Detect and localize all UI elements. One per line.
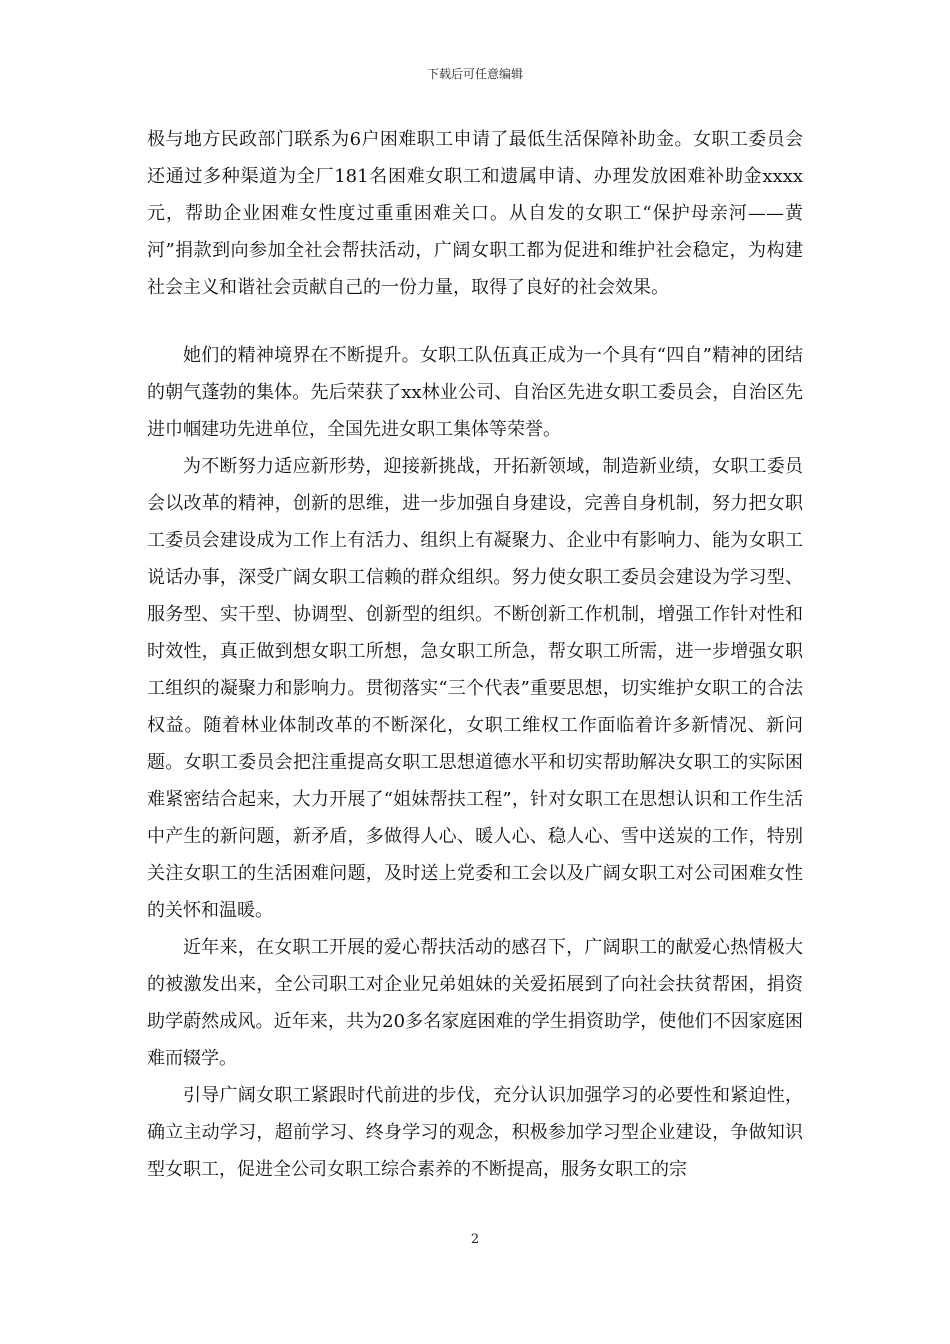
paragraph-4: 近年来，在女职工开展的爱心帮扶活动的感召下，广阔职工的献爱心热情极大的被激发出来，全公司职工对企业兄弟姐妹的关爱拓展到了向社会扶贫帮困，捐资助学蔚然成风。近年来，共为20多名家庭困难的学生捐资助学，使他们不因家庭困难而辍学。 (147, 937, 803, 1069)
paragraph-spacer (147, 306, 803, 337)
paragraph-2: 她们的精神境界在不断提升。女职工队伍真正成为一个具有“四自”精神的团结的朝气蓬勃的集体。先后荣获了xx林业公司、自治区先进女职工委员会，自治区先进巾帼建功先进单位，全国先进女职工集体等荣誉。 (147, 345, 803, 440)
page-number: 2 (470, 1232, 480, 1247)
page-header: 下载后可任意编辑 (426, 67, 523, 81)
document-body (147, 121, 803, 1188)
paragraph-5: 引导广阔女职工紧跟时代前进的步伐，充分认识加强学习的必要性和紧迫性，确立主动学习，超前学习、终身学习的观念，积极参加学习型企业建设，争做知识型女职工，促进全公司女职工综合素养的不断提高，服务女职工的宗 (147, 1085, 803, 1180)
paragraph-3: 为不断努力适应新形势，迎接新挑战，开拓新领域，制造新业绩，女职工委员会以改革的精神，创新的思维，进一步加强自身建设，完善自身机制，努力把女职工委员会建设成为工作上有活力、组织上有凝聚力、企业中有影响力、能为女职工说话办事，深受广阔女职工信赖的群众组织。努力使女职工委员会建设为学习型、服务型、实干型、协调型、创新型的组织。不断创新工作机制，增强工作针对性和时效性，真正做到想女职工所想，急女职工所急，帮女职工所需，进一步增强女职工组织的凝聚力和影响力。贯彻落实“三个代表”重要思想，切实维护女职工的合法权益。随着林业体制改革的不断深化，女职工维权工作面临着许多新情况、新问题。女职工委员会把注重提高女职工思想道德水平和切实帮助解决女职工的实际困难紧密结合起来，大力开展了“姐妹帮扶工程”，针对女职工在思想认识和工作生活中产生的新问题，新矛盾，多做得人心、暖人心、稳人心、雪中送炭的工作，特别关注女职工的生活困难问题，及时送上党委和工会以及广阔女职工对公司困难女性的关怀和温暖。 (147, 456, 803, 921)
paragraph-1: 极与地方民政部门联系为6户困难职工申请了最低生活保障补助金。女职工委员会还通过多种渠道为全厂181名困难女职工和遗属申请、办理发放困难补助金xxxx元，帮助企业困难女性度过重重困难关口。从自发的女职工“保护母亲河——黄河”捐款到向参加全社会帮扶活动，广阔女职工都为促进和维护社会稳定，为构建社会主义和谐社会贡献自己的一份力量，取得了良好的社会效果。 (147, 129, 803, 298)
